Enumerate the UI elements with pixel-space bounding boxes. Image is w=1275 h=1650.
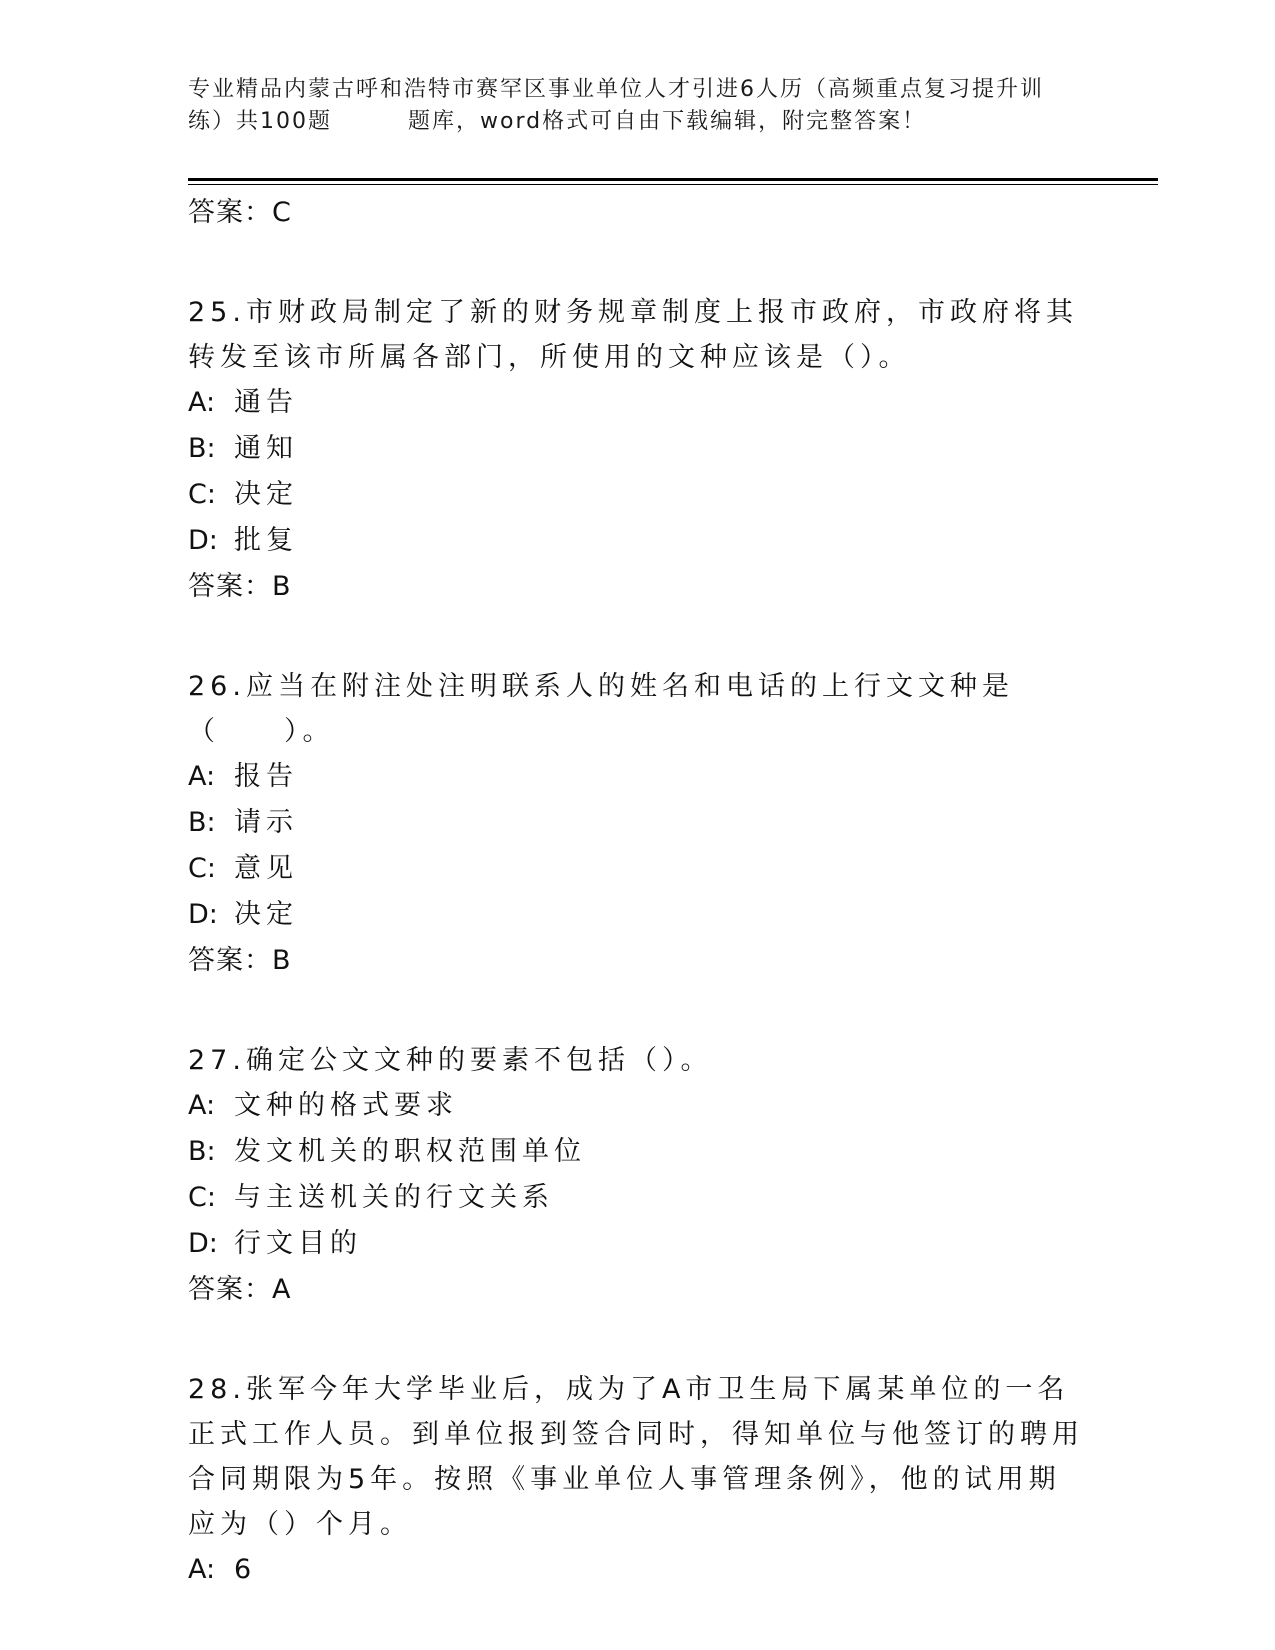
option-c [188,472,1088,518]
option-key: D: [188,899,218,930]
option-text: 决定 [234,479,298,510]
option-text: 决定 [234,899,298,930]
option-key: C: [188,853,216,884]
question-list [188,190,1088,1593]
question-25 [188,290,1088,610]
option-key: A: [188,1554,216,1585]
option-text: 行文目的 [234,1228,362,1259]
option-key: D: [188,525,218,556]
option-text: 通知 [234,433,298,464]
option-key: D: [188,1228,218,1259]
option-text: 批复 [234,525,298,556]
header-line-1: 专业精品内蒙古呼和浩特市赛罕区事业单位人才引进6人历（高频重点复习提升训 [188,77,1044,102]
header-divider-thick [188,178,1158,181]
answer: 答案：B [188,945,292,976]
option-text: 通告 [234,387,298,418]
option-text: 请示 [234,807,298,838]
option-c [188,1175,1088,1221]
option-a [188,1547,1088,1593]
question-stem: 28.张军今年大学毕业后，成为了A市卫生局下属某单位的一名正式工作人员。到单位报到签合同时，得知单位与他签订的聘用合同期限为5年。按照《事业单位人事管理条例》，他的试用期应为（）个月。 [188,1374,1084,1540]
option-b [188,426,1088,472]
option-b [188,1129,1088,1175]
option-key: C: [188,479,216,510]
option-key: B: [188,807,216,838]
option-key: B: [188,433,216,464]
option-key: A: [188,1090,216,1121]
header-line-2-part-1: 练）共100题 [188,109,332,134]
option-key: A: [188,387,216,418]
option-key: C: [188,1182,216,1213]
option-a [188,1083,1088,1129]
previous-answer: 答案：C [188,197,292,228]
question-stem: 26.应当在附注处注明联系人的姓名和电话的上行文文种是（ ）。 [188,671,1014,747]
document-header [188,74,1098,138]
option-key: A: [188,761,216,792]
option-a [188,380,1088,426]
answer: 答案：B [188,571,292,602]
question-26 [188,664,1088,984]
option-a [188,754,1088,800]
option-text: 6 [234,1554,257,1585]
header-line-2-part-2: 题库，word格式可自由下载编辑，附完整答案！ [408,109,927,134]
option-d [188,892,1088,938]
option-c [188,846,1088,892]
question-stem: 27.确定公文文种的要素不包括（）。 [188,1045,713,1076]
header-divider-thin [188,184,1158,185]
question-stem: 25.市财政局制定了新的财务规章制度上报市政府，市政府将其转发至该市所属各部门，所使用的文种应该是（）。 [188,297,1078,373]
question-27 [188,1038,1088,1313]
header-line-2 [188,106,1098,138]
option-text: 发文机关的职权范围单位 [234,1136,586,1167]
option-text: 报告 [234,761,298,792]
option-d [188,518,1088,564]
option-d [188,1221,1088,1267]
option-b [188,800,1088,846]
answer: 答案：A [188,1274,292,1305]
question-28 [188,1367,1088,1593]
option-text: 意见 [234,853,298,884]
option-text: 文种的格式要求 [234,1090,458,1121]
option-key: B: [188,1136,216,1167]
option-text: 与主送机关的行文关系 [234,1182,554,1213]
